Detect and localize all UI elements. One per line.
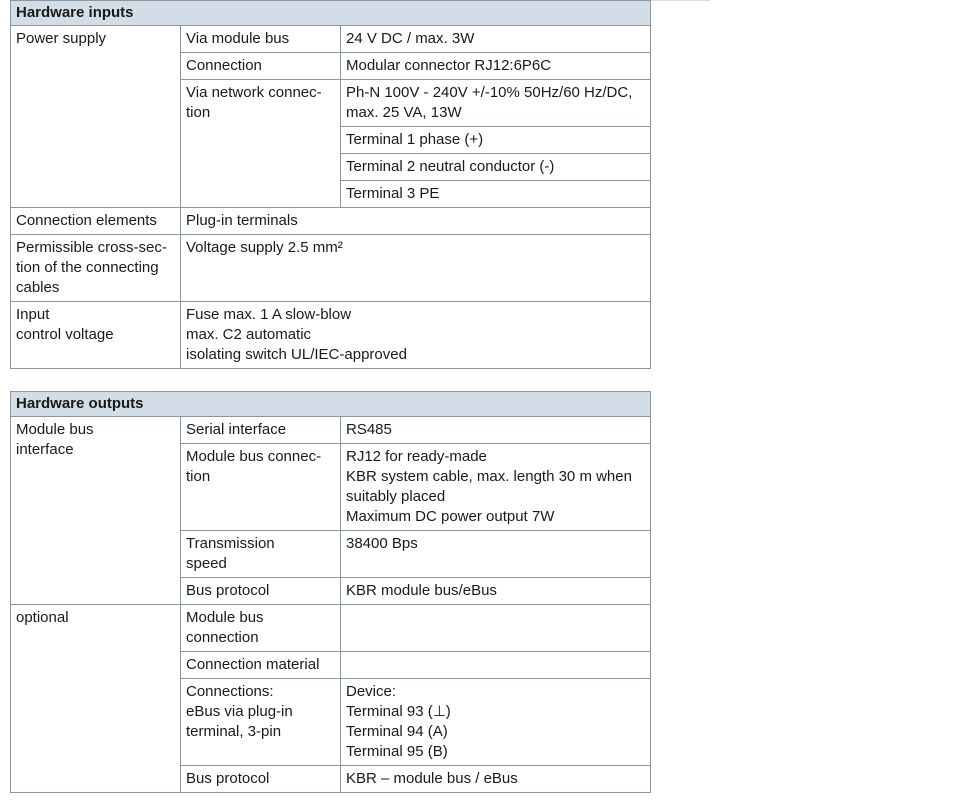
table-header-row — [11, 392, 651, 417]
row-sublabel: Module bus connection — [181, 605, 341, 652]
row-label: Power supply — [11, 26, 181, 208]
table-row — [11, 235, 651, 302]
row-value: Voltage supply 2.5 mm² — [181, 235, 651, 302]
row-sublabel: Module bus connec- tion — [181, 444, 341, 531]
row-value: 38400 Bps — [341, 531, 651, 578]
row-value: RS485 — [341, 417, 651, 444]
table-row — [11, 26, 651, 53]
table-row — [11, 605, 651, 652]
row-value: Terminal 1 phase (+) — [341, 127, 651, 154]
row-value: RJ12 for ready-made KBR system cable, max. length 30 m when suitably placed Maximum DC power output 7W — [341, 444, 651, 531]
table-header-row — [11, 1, 651, 26]
row-sublabel: Connection material — [181, 652, 341, 679]
row-sublabel: Connections: eBus via plug-in terminal, 3-pin — [181, 679, 341, 766]
row-label: optional — [11, 605, 181, 793]
row-sublabel: Via module bus — [181, 26, 341, 53]
row-sublabel: Bus protocol — [181, 578, 341, 605]
row-value: Device: Terminal 93 (⊥) Terminal 94 (A) Terminal 95 (B) — [341, 679, 651, 766]
row-sublabel: Via network connec- tion — [181, 80, 341, 208]
table-row — [11, 417, 651, 444]
section-title: Hardware outputs — [11, 392, 651, 417]
row-value: Terminal 2 neutral conductor (-) — [341, 154, 651, 181]
row-value: Ph-N 100V - 240V +/-10% 50Hz/60 Hz/DC, max. 25 VA, 13W — [341, 80, 651, 127]
row-label: Connection elements — [11, 208, 181, 235]
section-title: Hardware inputs — [11, 1, 651, 26]
row-value: KBR module bus/eBus — [341, 578, 651, 605]
row-label: Input control voltage — [11, 302, 181, 369]
hardware-inputs-table — [10, 0, 651, 369]
row-value: Fuse max. 1 A slow-blow max. C2 automatic isolating switch UL/IEC-approved — [181, 302, 651, 369]
row-label: Module bus interface — [11, 417, 181, 605]
row-sublabel: Transmission speed — [181, 531, 341, 578]
row-value: Terminal 3 PE — [341, 181, 651, 208]
table-row — [11, 302, 651, 369]
hardware-outputs-table — [10, 391, 651, 793]
top-divider-line — [650, 0, 710, 1]
row-sublabel: Bus protocol — [181, 766, 341, 793]
row-sublabel: Serial interface — [181, 417, 341, 444]
row-value — [341, 605, 651, 652]
table-row — [11, 208, 651, 235]
row-value: Modular connector RJ12:6P6C — [341, 53, 651, 80]
row-sublabel: Connection — [181, 53, 341, 80]
row-value: KBR – module bus / eBus — [341, 766, 651, 793]
row-value: 24 V DC / max. 3W — [341, 26, 651, 53]
row-value: Plug-in terminals — [181, 208, 651, 235]
row-label: Permissible cross-sec- tion of the connecting cables — [11, 235, 181, 302]
row-value — [341, 652, 651, 679]
